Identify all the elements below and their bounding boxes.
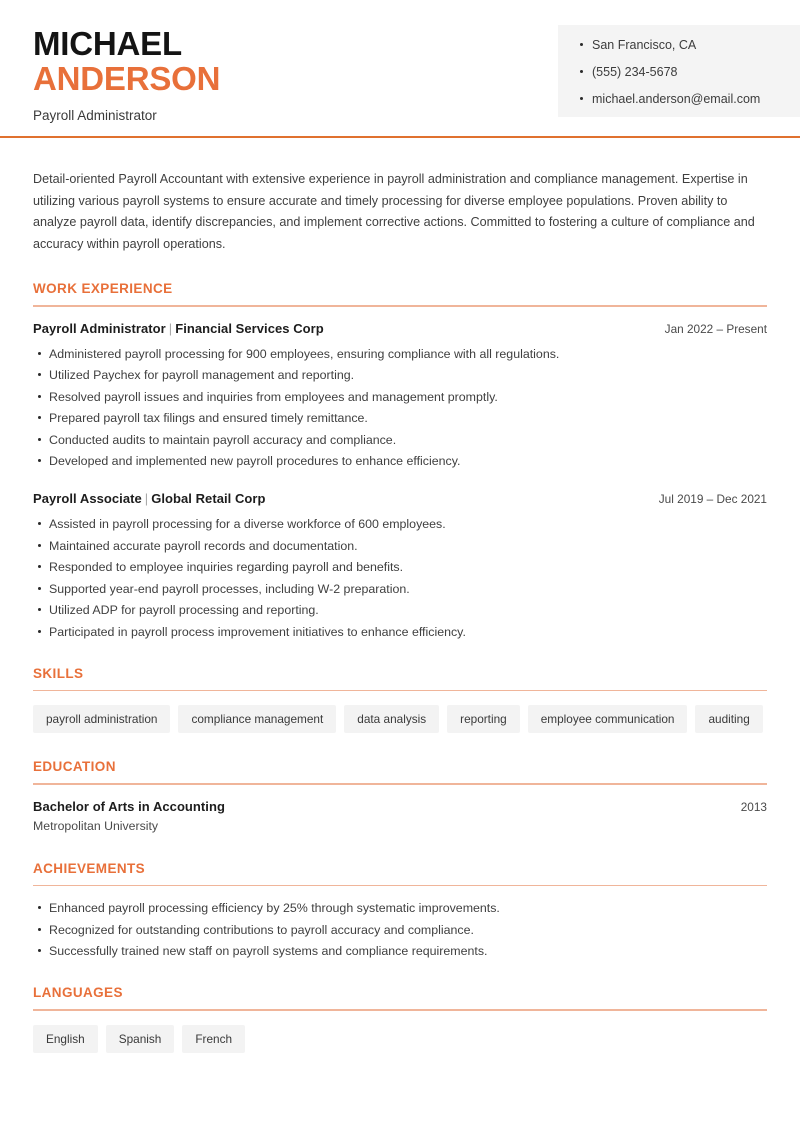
section-rule-education	[33, 783, 767, 785]
contact-email-text: michael.anderson@email.com	[592, 92, 761, 106]
work-entry	[33, 321, 767, 470]
section-title-work-experience: WORK EXPERIENCE	[33, 281, 173, 296]
section-achievements	[33, 861, 767, 960]
list-item: Responded to employee inquiries regarding payroll and benefits.	[33, 559, 767, 575]
section-title-education: EDUCATION	[33, 759, 116, 774]
education-entry	[33, 799, 767, 835]
work-entry-bullets	[33, 346, 767, 470]
professional-summary: Detail-oriented Payroll Accountant with extensive experience in payroll administration and compliance management. Expertise in utilizing various payroll systems to ensure accurate and timely processing for diverse employee populations. Proven ability to analyze payroll data, identify discrepancies, and implement corrective actions. Committed to fostering a culture of compliance and accuracy within payroll operations.	[33, 172, 755, 251]
work-entry-date: Jan 2022 – Present	[664, 321, 767, 336]
skill-tag: payroll administration	[33, 705, 170, 733]
resume-content	[0, 137, 800, 1053]
languages-tag-list	[33, 1025, 767, 1053]
list-item: Successfully trained new staff on payroll systems and compliance requirements.	[33, 943, 767, 959]
work-entry-date: Jul 2019 – Dec 2021	[658, 492, 767, 506]
contact-phone-text: (555) 234-5678	[592, 65, 678, 79]
name-block	[33, 26, 220, 124]
list-item: Developed and implemented new payroll procedures to enhance efficiency.	[33, 453, 767, 469]
list-item: Enhanced payroll processing efficiency by 25% through systematic improvements.	[33, 900, 767, 916]
header-job-title: Payroll Administrator	[33, 108, 157, 123]
section-languages	[33, 985, 767, 1053]
work-entry-title	[33, 491, 266, 506]
skill-tag: data analysis	[344, 705, 439, 733]
list-item: Supported year-end payroll processes, including W-2 preparation.	[33, 581, 767, 597]
list-item: Utilized Paychex for payroll management and reporting.	[33, 367, 767, 383]
list-item: Conducted audits to maintain payroll accuracy and compliance.	[33, 432, 767, 448]
work-entry-company: Global Retail Corp	[151, 491, 266, 506]
education-date: 2013	[740, 799, 767, 814]
section-title-skills: SKILLS	[33, 665, 84, 681]
list-item: Resolved payroll issues and inquiries from employees and management promptly.	[33, 389, 767, 405]
language-tag: French	[182, 1025, 245, 1053]
work-entry-company: Financial Services Corp	[175, 320, 324, 336]
section-skills	[33, 666, 767, 734]
list-item: Maintained accurate payroll records and documentation.	[33, 538, 767, 554]
section-work-experience	[33, 281, 767, 640]
contact-item-email[interactable]	[580, 92, 800, 106]
language-tag: English	[33, 1025, 98, 1053]
section-rule-languages	[33, 1009, 767, 1011]
education-entry-header	[33, 799, 767, 814]
contact-item-phone[interactable]	[580, 65, 800, 79]
list-item: Utilized ADP for payroll processing and reporting.	[33, 602, 767, 618]
list-item: Participated in payroll process improvement initiatives to enhance efficiency.	[33, 624, 767, 640]
section-rule-skills	[33, 690, 767, 692]
section-rule-work-experience	[33, 305, 767, 307]
skill-tag: auditing	[695, 705, 762, 733]
work-entry-separator: |	[168, 320, 173, 336]
first-name: MICHAEL	[33, 25, 182, 62]
work-entry-header	[33, 491, 767, 506]
work-entry-separator: |	[144, 491, 149, 506]
work-entry-header	[33, 321, 767, 336]
work-entry	[33, 491, 767, 640]
section-title-achievements: ACHIEVEMENTS	[33, 860, 146, 876]
work-entry-title	[33, 321, 324, 336]
list-item: Administered payroll processing for 900 employees, ensuring compliance with all regulations.	[33, 346, 767, 362]
list-item: Assisted in payroll processing for a diverse workforce of 600 employees.	[33, 516, 767, 532]
skill-tag: compliance management	[178, 705, 336, 733]
work-entry-role: Payroll Administrator	[33, 320, 166, 336]
contact-box	[558, 25, 800, 117]
contact-location-text: San Francisco, CA	[592, 38, 697, 52]
last-name: ANDERSON	[33, 60, 221, 97]
section-education	[33, 759, 767, 835]
work-entry-role: Payroll Associate	[33, 491, 142, 506]
language-tag: Spanish	[106, 1025, 175, 1053]
skill-tag: employee communication	[528, 705, 688, 733]
education-degree: Bachelor of Arts in Accounting	[33, 798, 225, 814]
resume-header	[0, 0, 800, 137]
achievements-list	[33, 900, 767, 959]
section-rule-achievements	[33, 885, 767, 887]
work-entry-bullets	[33, 516, 767, 640]
skill-tag: reporting	[447, 705, 520, 733]
skills-tag-list	[33, 705, 767, 733]
education-school: Metropolitan University	[33, 818, 159, 833]
list-item: Prepared payroll tax filings and ensured timely remittance.	[33, 410, 767, 426]
section-title-languages: LANGUAGES	[33, 985, 123, 1000]
header-divider	[0, 136, 800, 138]
contact-item-location	[580, 38, 800, 52]
list-item: Recognized for outstanding contributions to payroll accuracy and compliance.	[33, 922, 767, 938]
contact-list	[580, 38, 800, 106]
